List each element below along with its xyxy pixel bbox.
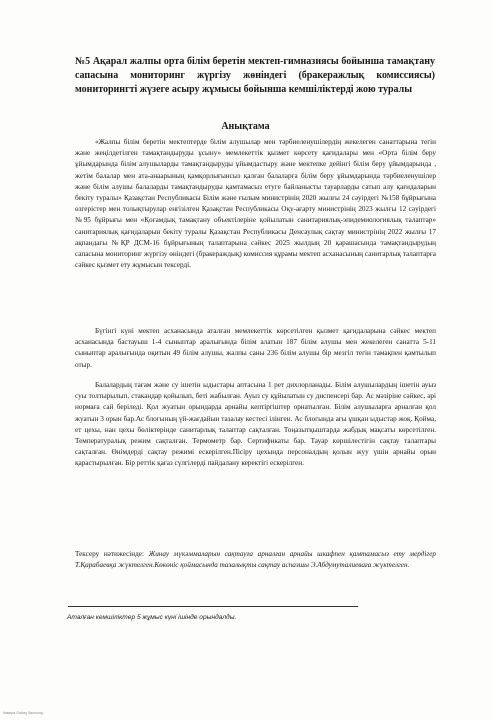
document-title: №5 Ақарал жалпы орта білім беретін мектеп-гимназиясы бойынша тамақтану сапасына мониторинг жүргізу жөніндегі (бракеражлық комиссиясы) мониторингті жүзеге асыру жұмысы бойынша кемшіліктерді жою туралы: [75, 56, 435, 95]
section-heading: Анықтама: [221, 121, 270, 132]
camera-watermark: Камера Galaxy Samsung: [3, 711, 43, 715]
findings-label: Тексеру нәтижесінде:: [75, 550, 144, 558]
footnote-divider: [68, 606, 358, 607]
footnote-note: Аталған кемшіліктер 5 жұмыс күні ішінде орындалды.: [67, 614, 237, 621]
paragraph-regulations: «Жалпы білім беретін мектептерде білім алушылар мен тәрбиеленушілердің жекелеген санаттарына тегін және жеңілдетілген тамақтандыруды ұсыну» мемлекеттік қызмет көрсету қағидалары мен «Орта білім беру ұйымдарында білім алушыларды тамақтандыруды ұйымдастыру және мектепке дейінгі білім беру ұйымдарында , жетім балалар мен ата-анаарының қамқорлығынсыз қалған балаларға білім беру ұйымдарында тәрбиеленушілер және білім алушы балаларды тамақтандыруды қамтамасыз етуге байланысты тауарларды сатып алу қағидаларын бекіту туралы» Қазақстан Республикасы Білім және ғылым министрінің 2020 жылғы 24 сәуірдегі №158 бұйрығына өзгерістер мен толықтырулар енгізілген Қазақстан Республикасы Оқу-ағарту министрінің 2023 жылғы 12 сәуірдегі №95 бұйрығы мен «Қоғамдық тамақтану объектілеріне қойылатын санитариялық-эпидемиологиялық талаптар» санитариялық қағидаларын бекіту туралы Қазақстан Республикасы Денсаулық сақтау министрінің 2022 жылғы 17 ақпандағы №ҚР ДСМ-16 бұйрығының талаптарына сәйкес 2025 жылдың 20 қарашасында тамақтандырудың сапасына мониторинг жүргізу өніндегі (бракераждық) комиссия құрамы мектеп асханасының санитарлық талаптарға сәйкес қызмет ету жұмысын тексерді.: [75, 138, 436, 270]
paragraph-sanitary-conditions: Балалардың тағам және су ішетін ыдыстары аптасына 1 рет дихлорланады. Білім алушылардың ішетін ауыз суы толтырылып, стакандар қойылып, беті жабылған. Ауыз су құйылатын су диспенсері бар. Ас мәзіріне сәйкес, әрі нормаға сай беріледі. Қол жуатын орындарда арнайы кептіргіштер орнатылған. Білім алушыларға арналған қол жуатын 3 орын бар.Ас блогының үй-жағдайын тазалау кестесі ілінген. Ас блогында ағы ұшқан ыдыстар жоқ. Қойма, ет цехы, нан цехы бөліктерінде санитарлық талаптар сақталған. Тоңазытқыштарда жабдық мақсаты көрсетілген. Температуралық режим сақталған. Термометр бар. Сертификаты бар. Тауар көршілестігін сақтау талаптары сақталған. Өнімдерді сақтау режимі ескерілген.Пісіру цехында персоналдың қолын жуу үшін арнайы орын қарастырылған. Бір реттік қағаз сүлгілерді пайдалану керектігі ескерілген.: [75, 381, 436, 468]
findings-block: [75, 549, 436, 572]
findings-text: Жинау мүкәммаларын сақтауға арналған арнайы шкафпен қамтамасыз ету мердігер Т.Қарабаевқа жүктелген.Көкөніс қоймасында тазалықты сақтау аспазшы Э.Абдумуталиеваға жүктелген.: [75, 550, 436, 570]
paragraph-student-count: Бүгінгі күні мектеп асханасында аталған мемлекеттік көрсетілген қызмет қағидаларына сәйкес мектеп асханасында бастауыш 1-4 сыныптар аралығында білім алатын 187 білім алушы мен жекелеген санатта 5-11 сыныптар аралығында оқитын 49 білім алушы, жалпы саны 236 білім алушы бір мезгіл тегін тамақпен қамтылып отыр.: [75, 327, 436, 369]
